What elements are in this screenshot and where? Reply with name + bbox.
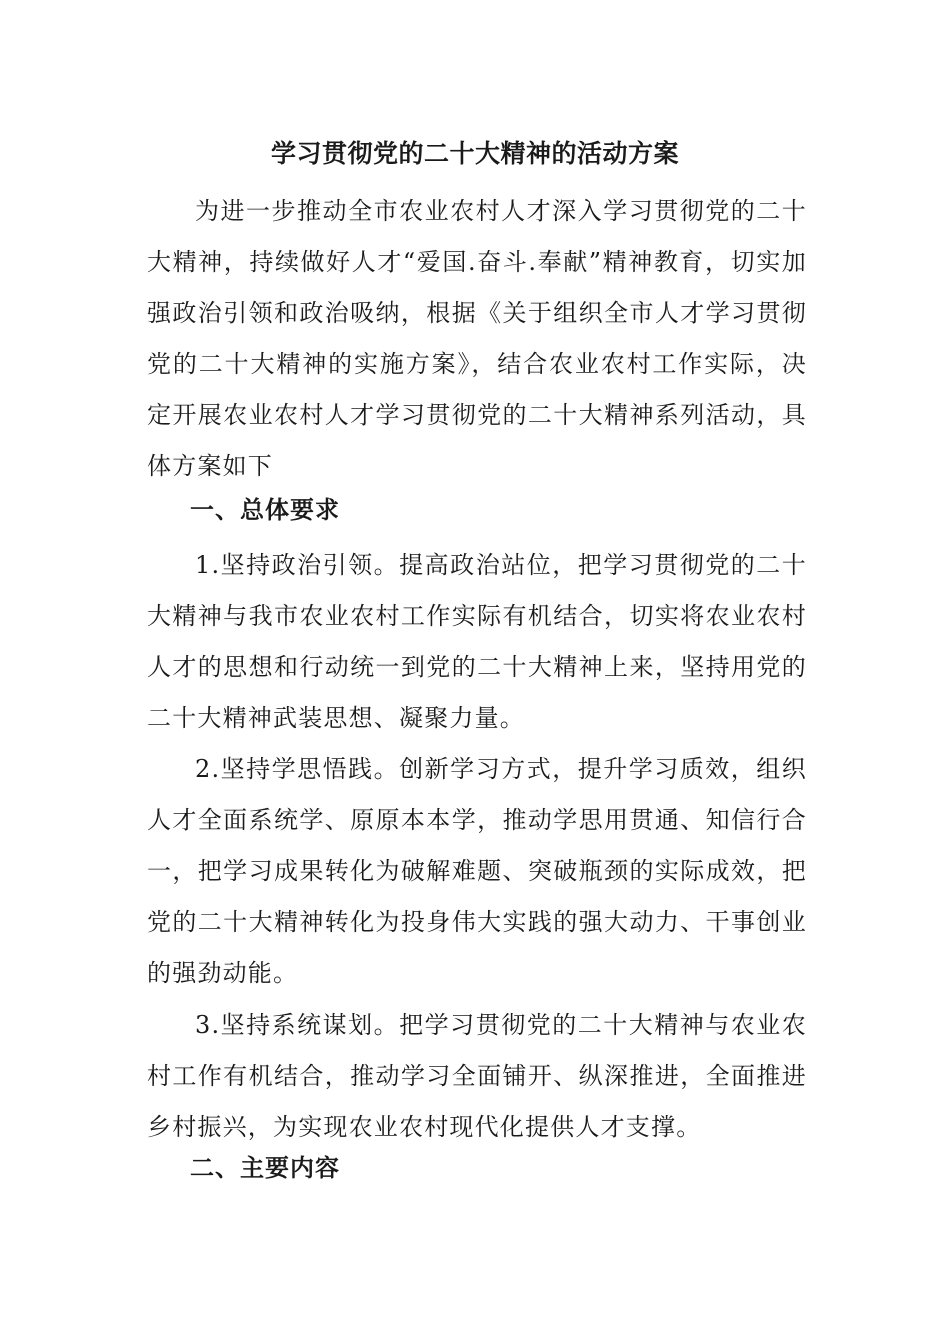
section-heading-general-requirements: 一、总体要求 — [190, 496, 340, 524]
intro-paragraph: 为进一步推动全市农业农村人才深入学习贯彻党的二十大精神，持续做好人才“爱国.奋斗.奉献”精神教育，切实加强政治引领和政治吸纳，根据《关于组织全市人才学习贯彻党的二十大精神的实施方案》，结合农业农村工作实际，决定开展农业农村人才学习贯彻党的二十大精神系列活动，具体方案如下 — [147, 197, 807, 480]
section-heading-main-content: 二、主要内容 — [190, 1154, 340, 1182]
requirement-item-2: 2.坚持学思悟践。创新学习方式，提升学习质效，组织人才全面系统学、原原本本学，推动学思用贯通、知信行合一，把学习成果转化为破解难题、突破瓶颈的实际成效，把党的二十大精神转化为投身伟大实践的强大动力、干事创业的强劲动能。 — [147, 755, 807, 987]
requirement-item-1: 1.坚持政治引领。提高政治站位，把学习贯彻党的二十大精神与我市农业农村工作实际有机结合，切实将农业农村人才的思想和行动统一到党的二十大精神上来，坚持用党的二十大精神武装思想、凝聚力量。 — [147, 551, 807, 732]
document-title: 学习贯彻党的二十大精神的活动方案 — [270, 139, 679, 168]
requirement-item-3: 3.坚持系统谋划。把学习贯彻党的二十大精神与农业农村工作有机结合，推动学习全面铺开、纵深推进，全面推进乡村振兴，为实现农业农村现代化提供人才支撑。 — [147, 1011, 807, 1141]
